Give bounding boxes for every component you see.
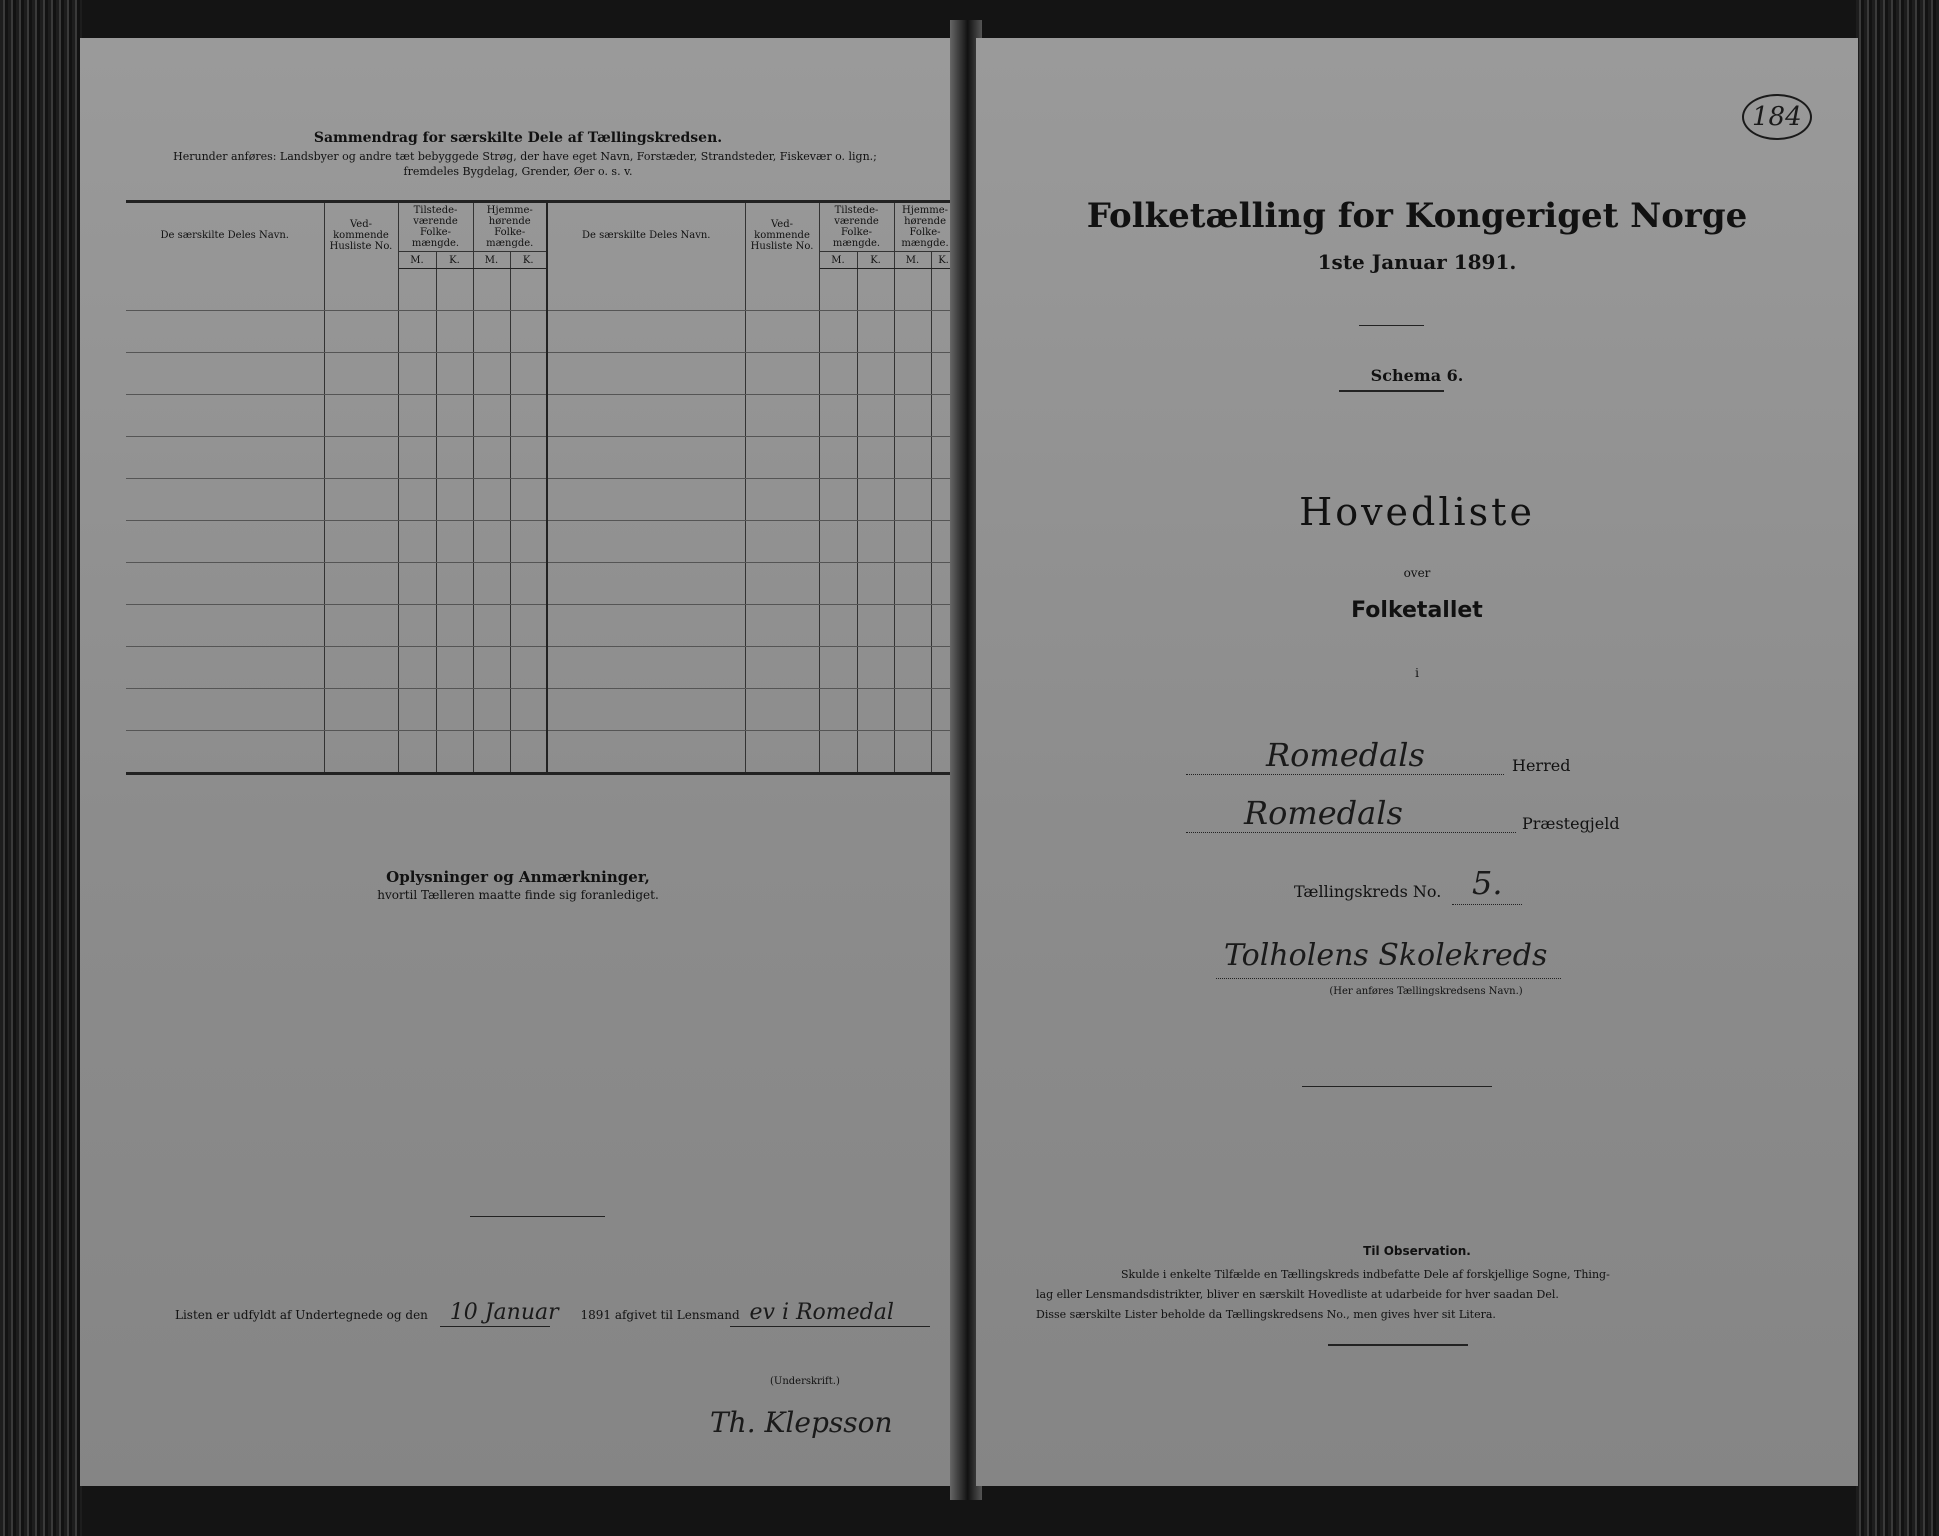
- footer-underline: [440, 1326, 550, 1327]
- kreds-name-label: (Her anføres Tællingskredsens Navn.): [1329, 986, 1523, 997]
- observation-line-2: lag eller Lensmandsdistrikter, bliver en særskilt Hovedliste at udarbeide for hver saadan Del.: [1036, 1288, 1559, 1301]
- divider: [1359, 325, 1424, 326]
- sub-k: K.: [510, 252, 547, 269]
- table-row: [126, 563, 956, 605]
- signature-handwritten: Th. Klepsson: [710, 1406, 893, 1439]
- document-title: Folketælling for Kongeriget Norge: [1086, 196, 1748, 236]
- kreds-number-handwritten: 5.: [1472, 864, 1503, 902]
- kreds-label: Tællingskreds No.: [1294, 882, 1442, 901]
- signature-label: (Underskrift.): [770, 1376, 840, 1387]
- summary-subtitle-1: Herunder anføres: Landsbyer og andre tæt bebyggede Strøg, der have eget Navn, Forstæder, Strandsteder, Fiskevær o. lign.;: [173, 150, 877, 163]
- footer-recipient-handwritten: ev i Romedal: [749, 1300, 894, 1325]
- herred-handwritten: Romedals: [1266, 736, 1425, 774]
- table-row: [126, 269, 956, 311]
- table-row: [126, 731, 956, 774]
- table-row: [126, 311, 956, 353]
- summary-title: Sammendrag for særskilte Dele af Tællingskredsen.: [313, 130, 723, 146]
- sub-m: M.: [894, 252, 931, 269]
- divider: [1328, 1344, 1468, 1346]
- prestegjeld-handwritten: Romedals: [1244, 794, 1403, 832]
- summary-table: [126, 200, 957, 775]
- over-label: over: [1403, 566, 1431, 580]
- right-page: [976, 38, 1858, 1486]
- sub-m: M.: [473, 252, 510, 269]
- table-row: [126, 605, 956, 647]
- herred-label: Herred: [1512, 756, 1571, 775]
- observation-line-1: Skulde i enkelte Tilfælde en Tællingskreds indbefatte Dele af forskjellige Sogne, Thing-: [1121, 1268, 1610, 1281]
- col-header-home: Hjemme-hørende Folke-mængde.: [473, 202, 547, 252]
- col-header-present-2: Tilstede-værende Folke-mængde.: [819, 202, 894, 252]
- table-row: [126, 395, 956, 437]
- sub-k: K.: [857, 252, 894, 269]
- kreds-underline: [1452, 904, 1522, 905]
- folketallet-heading: Folketallet: [1351, 598, 1483, 623]
- table-row: [126, 689, 956, 731]
- kreds-name-dotted-line: [1216, 978, 1561, 979]
- kreds-name-handwritten: Tolholens Skolekreds: [1224, 938, 1548, 973]
- table-row: [126, 647, 956, 689]
- summary-subtitle-2: fremdeles Bygdelag, Grender, Øer o. s. v.: [403, 165, 633, 178]
- hovedliste-heading: Hovedliste: [1299, 490, 1535, 534]
- footer-date-handwritten: 10 Januar: [449, 1300, 559, 1325]
- prestegjeld-label: Præstegjeld: [1522, 814, 1620, 833]
- col-header-list: Ved-kommende Husliste No.: [324, 202, 398, 269]
- sub-m: M.: [398, 252, 436, 269]
- prestegjeld-dotted-line: [1186, 832, 1516, 833]
- footer-text-1: Listen er udfyldt af Undertegnede og den: [175, 1308, 428, 1322]
- left-page: [80, 38, 956, 1486]
- schema-label: Schema 6.: [1370, 366, 1464, 385]
- table-row: [126, 479, 956, 521]
- observation-title: Til Observation.: [1363, 1244, 1471, 1258]
- sub-k: K.: [436, 252, 473, 269]
- notes-subtitle: hvortil Tælleren maatte finde sig foranlediget.: [377, 888, 659, 902]
- col-header-present: Tilstede-værende Folke-mængde.: [398, 202, 473, 252]
- document-date: 1ste Januar 1891.: [1317, 250, 1517, 274]
- sub-k: K.: [931, 252, 956, 269]
- col-header-list-2: Ved-kommende Husliste No.: [745, 202, 819, 269]
- herred-dotted-line: [1186, 774, 1504, 775]
- divider: [470, 1216, 605, 1217]
- col-header-name-2: De særskilte Deles Navn.: [547, 202, 745, 269]
- footer-text-2: 1891 afgivet til Lensmand: [580, 1308, 740, 1322]
- observation-line-3: Disse særskilte Lister beholde da Tællingskredsens No., men gives hver sit Litera.: [1036, 1308, 1496, 1321]
- book-edge-left: [0, 0, 82, 1536]
- table-row: [126, 521, 956, 563]
- i-label: i: [1415, 666, 1419, 680]
- footer-underline: [730, 1326, 930, 1327]
- footer-line: [175, 1300, 894, 1325]
- table-row: [126, 437, 956, 479]
- notes-title: Oplysninger og Anmærkninger,: [386, 868, 650, 886]
- table-row: [126, 353, 956, 395]
- col-header-name: De særskilte Deles Navn.: [126, 202, 324, 269]
- book-edge-right: [1856, 0, 1939, 1536]
- divider: [1302, 1086, 1492, 1087]
- schema-underline: [1339, 390, 1444, 392]
- sub-m: M.: [819, 252, 857, 269]
- col-header-home-2: Hjemme-hørende Folke-mængde.: [894, 202, 956, 252]
- page-number: 184: [1742, 94, 1812, 140]
